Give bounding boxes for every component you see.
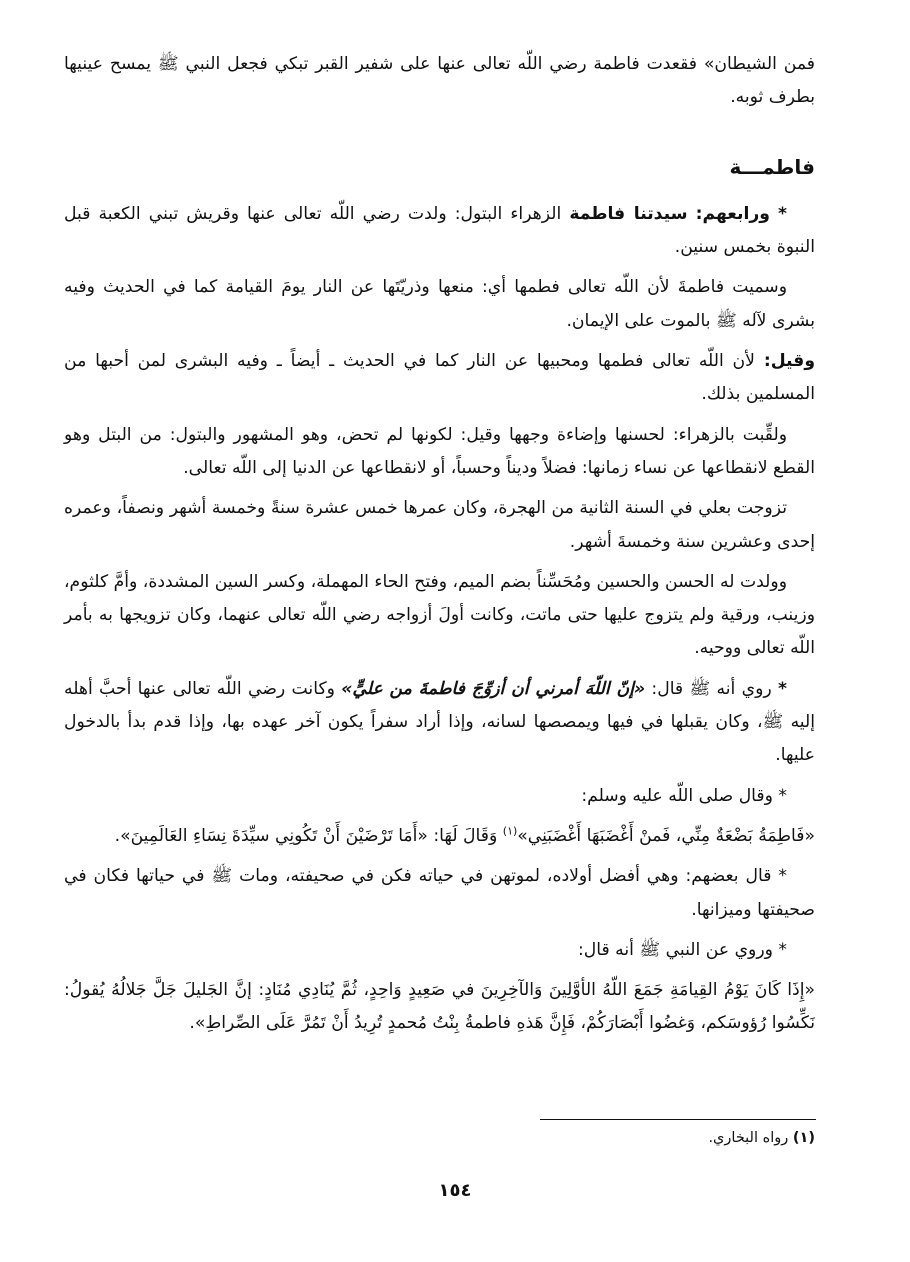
paragraph-9 xyxy=(64,820,815,853)
bullet-star: * xyxy=(778,203,788,224)
paragraph-5: تزوجت بعلي في السنة الثانية من الهجرة، وكان عمرها خمس عشرة سنةً وخمسة أشهر ونصفاً، وعمره إحدى وعشرين سنة وخمسةَ أشهر. xyxy=(64,498,815,552)
paragraph-2: وسميت فاطمةَ لأن اللّه تعالى فطمها أي: منعها وذريّتَها عن النار يومَ القيامة كما في الحديث وفيه بشرى لآله ﷺ بالموت على الإيمان. xyxy=(64,277,815,331)
paragraph-1-text: الزهراء البتول: ولدت رضي اللّه تعالى عنها وقريش تبني الكعبة قبل النبوة بخمس سنين. xyxy=(64,203,815,258)
paragraph-7-text: وكانت رضي اللّه تعالى عنها أحبَّ أهله إليه ﷺ، وكان يقبلها في فيها ويمصصها لسانه، وإذا أراد سفراً يكون آخر عهده بها، وإذا قدم بدأ بالدخول عليها. xyxy=(64,678,815,766)
hadith-quote: «إنّ اللّهَ أمرني أن أزوِّجَ فاطمةَ من عليٍّ» xyxy=(341,678,646,699)
paragraph-3-lead: وقيل: xyxy=(763,351,815,372)
paragraph-12: «إِذَا كَانَ يَوْمُ القِيامَةِ جَمَعَ اللّهُ الأوَّلِينَ وَالآخِرِينَ في صَعِيدٍ وَاحِدٍ، ثُمَّ يُنَادِي مُنَادٍ: إنَّ الجَليلَ جَلَّ جَلالُهُ يُقولُ: نَكِّسُوا رُؤوسَكم، وَغضُوا أَبْصَارَكُمْ، فَإِنَّ هَذهِ فاطمةُ بِنْتُ مُحمدٍ تُرِيدُ أَنْ تَمُرَّ عَلَى الصِّراطِ». xyxy=(64,980,815,1034)
paragraph-3-text: لأن اللّه تعالى فطمها ومحبيها عن النار كما في الحديث ـ أيضاً ـ وفيه البشرى لمن أحبها من المسلمين بذلك. xyxy=(64,351,815,405)
footnote-ref: (١) xyxy=(502,824,518,838)
hadith-part-2: وَقَالَ لَهَا: «أَمَا تَرْضَيْنَ أَنْ تَكُونِي سيِّدَةَ نِسَاءِ العَالَمِينَ». xyxy=(114,825,498,846)
paragraph-1-name: سيدتنا فاطمة xyxy=(569,203,688,224)
footnote-text: رواه البخاري. xyxy=(708,1130,789,1146)
paragraph-7 xyxy=(64,673,815,773)
paragraph-3 xyxy=(64,345,815,412)
paragraph-6: وولدت له الحسن والحسين ومُحَسِّناً بضم الميم، وفتح الحاء المهملة، وكسر السين المشددة، وأمَّ كلثوم، وزينب، ورقية ولم يتزوج عليها حتى ماتت، وكانت أولَ أزواجه رضي اللّه تعالى عنهما، وكان تزويجها به بأمر اللّه تعالى ووحيه. xyxy=(64,571,815,659)
hadith-part-1: «فَاطِمَةُ بَضْعَةٌ مِنِّي، فَمنْ أَغْضَبَهَا أَغْضَبَنِي» xyxy=(517,825,815,846)
paragraph-8: * وقال صلى اللّه عليه وسلم: xyxy=(581,785,787,806)
footnote xyxy=(708,1130,815,1146)
paragraph-7-pre: روي أنه ﷺ قال: xyxy=(651,678,772,699)
paragraph-intro: فمن الشيطان» فقعدت فاطمة رضي اللّه تعالى عنها على شفير القبر تبكي فجعل النبي ﷺ يمسح عينيها بطرف ثوبه. xyxy=(64,54,815,108)
paragraph-4: ولقِّبت بالزهراء: لحسنها وإضاءة وجهها وقيل: لكونها لم تحض، وهو المشهور والبتول: من البتل وهو القطع لانقطاعها عن نساء زمانها: فضلاً وديناً وحسباً، أو لانقطاعها عن الدنيا إلى اللّه تعالى. xyxy=(64,424,815,478)
footnote-divider xyxy=(540,1119,816,1120)
paragraph-1 xyxy=(64,198,815,265)
footnote-number: (١) xyxy=(792,1130,815,1146)
page-body xyxy=(64,48,815,1048)
paragraph-11: * وروي عن النبي ﷺ أنه قال: xyxy=(577,939,787,960)
page-number: ١٥٤ xyxy=(438,1180,472,1201)
paragraph-10: * قال بعضهم: وهي أفضل أولاده، لموتهن في حياته فكن في صحيفته، ومات ﷺ في حياتها فكان في صحيفتها وميزانها. xyxy=(64,866,815,920)
section-title: فاطمـــة xyxy=(729,154,815,179)
paragraph-1-lead: ورابعهم: xyxy=(695,203,770,224)
bullet-star: * xyxy=(778,678,788,699)
